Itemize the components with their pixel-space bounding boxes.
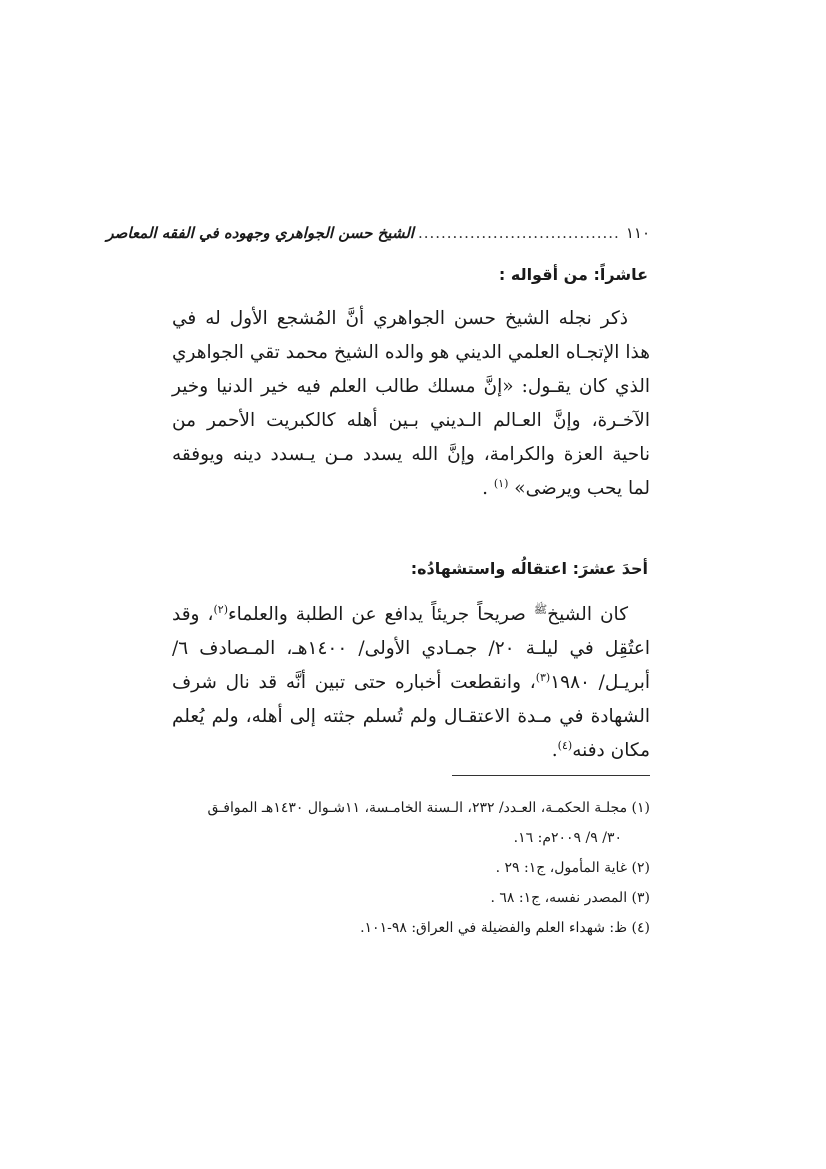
header-dots: ................................... [417,224,620,242]
page-body [106,222,650,768]
footnote-ref-2[interactable]: (٢) [213,602,228,616]
footnote-3: (٣) المصدر نفسه، ج١: ٦٨ . [490,890,650,906]
paragraph-arrest [172,598,650,768]
paragraph-arrest-text-5: . [551,740,558,761]
footnote-ref-1[interactable]: (١) [493,476,509,490]
paragraph-arrest-text-2: صريحاً جريئاً يدافع عن الطلبة والعلماء [227,604,534,625]
section-heading-arrest: أحدَ عشرَ: اعتقالُه واستشهادُه: [410,559,648,578]
paragraph-arrest-text-4: ، وانقطعت أخباره حتى تبين أنَّه قد نال شرف الشهادة في مـدة الاعتقـال ولم تُسلم جثته إلى أهله، ولم يُعلم مكان دفنه [172,672,650,761]
footnotes [172,793,650,943]
paragraph-arrest-text-1: كان الشيخ [547,604,628,625]
footnote-1-line-2: ٣٠/ ٩/ ٢٠٠٩م: ١٦. [513,830,622,846]
page-number: ١١٠ [625,224,650,242]
section-heading-sayings: عاشراً: من أقواله : [498,265,648,284]
footnote-1 [172,793,650,853]
footnote-1-line-1: (١) مجلـة الحكمـة، العـدد/ ٢٣٢، الـسنة الخامـسة، ١١شـوال ١٤٣٠هـ الموافـق [207,800,650,816]
footnote-ref-3[interactable]: (٣) [535,670,551,684]
running-header [106,222,650,244]
paragraph-sayings-text: ذكر نجله الشيخ حسن الجواهري أنَّ المُشجع الأول له في هذا الإتجـاه العلمي الديني هو والده الشيخ محمد تقي الجواهري الذي كان يقـول: «إنَّ مسلك طالب العلم فيه خير الدنيا وخير الآخـرة، وإنَّ العـالم الـديني بـين أهله كالكبريت الأحمر من ناحية العزة والكرامة، وإنَّ الله يسدد مـن يـسدد دينه ويوفقه لما يحب ويرضى» [172,308,650,499]
footnote-separator [452,775,650,776]
footnote-4: (٤) ظ: شهداء العلم والفضيلة في العراق: ٩٨-١٠١. [360,920,650,936]
footnote-2: (٢) غاية المأمول، ج١: ٢٩ . [495,860,650,876]
book-title: الشيخ حسن الجواهري وجهوده في الفقه المعاصر [106,224,414,242]
paragraph-sayings [172,302,650,506]
honorific-symbol: ﷺ [533,602,548,616]
paragraph-arrest-text-3: ، وقد اعتُقِل في ليلـة ٢٠/ جمـادي الأولى/ ١٤٠٠هـ، المـصادف ٦/ أبريـل/ ١٩٨٠ [172,604,650,693]
footnote-ref-4[interactable]: (٤) [557,738,573,752]
paragraph-sayings-end: . [482,478,488,499]
